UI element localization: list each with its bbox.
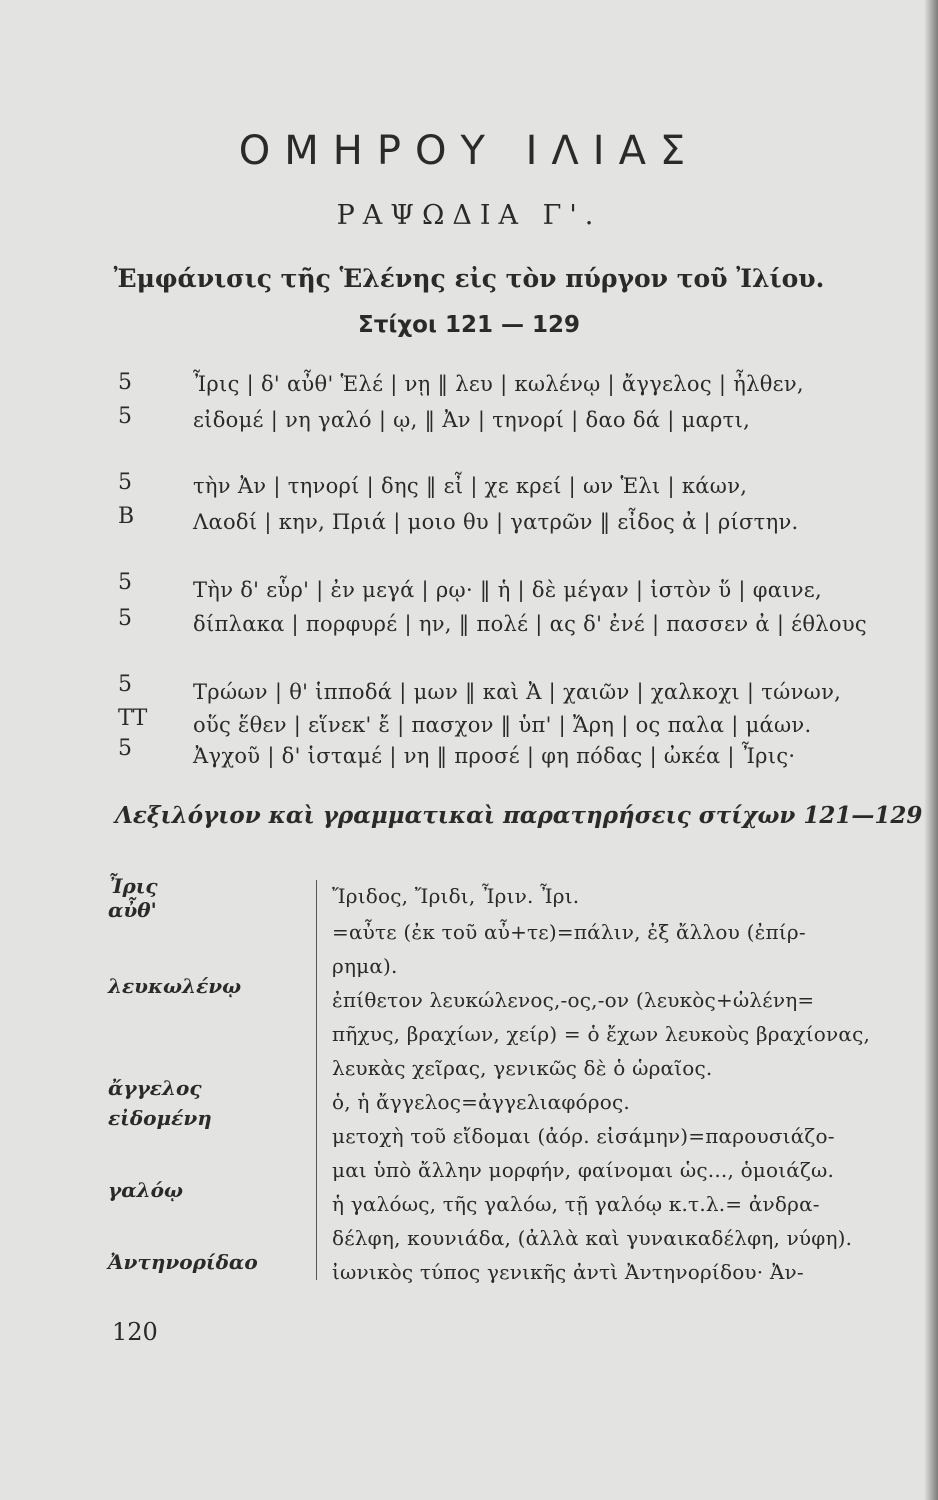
lexicon-definition: ρημα). xyxy=(332,954,398,978)
lexicon-term: λευκωλένῳ xyxy=(108,974,242,998)
page-number: 120 xyxy=(112,1318,158,1346)
lexicon-term: Ἶρις xyxy=(108,874,158,898)
lexicon-term: εἰδομένη xyxy=(108,1106,212,1130)
verse-line: δίπλακα | πορφυρέ | ην, ‖ πολέ | ας δ' ἐνέ | πασσεν ἀ | έθλους xyxy=(193,612,867,636)
verse-marker: 5 xyxy=(118,672,132,697)
verse-marker: 5 xyxy=(118,570,132,595)
lexicon-term: γαλόῳ xyxy=(108,1178,183,1202)
lexicon-term: ἄγγελος xyxy=(108,1076,202,1100)
verse-line: Ἀγχοῦ | δ' ἱσταμέ | νη ‖ προσέ | φη πόδας | ὠκέα | Ἶρις· xyxy=(193,744,796,768)
lexicon-heading: Λεξιλόγιον καὶ γραμματικαὶ παρατηρήσεις στίχων 121—129 xyxy=(115,802,923,829)
verse-marker: 5 xyxy=(118,736,132,761)
verse-marker: 5 xyxy=(118,606,132,631)
lexicon-term: Ἀντηνορίδαο xyxy=(108,1250,258,1274)
rhapsody-label: ΡΑΨΩΔΙΑ Γ'. xyxy=(336,200,602,231)
lexicon-definition: ἰωνικὸς τύπος γενικῆς ἀντὶ Ἀντηνορίδου· Ἀν- xyxy=(332,1260,804,1284)
verse-line: Ἶρις | δ' αὖθ' Ἑλέ | νῃ ‖ λευ | κωλένῳ | ἄγγελος | ἦλθεν, xyxy=(193,372,804,396)
lexicon-definition: λευκὰς χεῖρας, γενικῶς δὲ ὁ ὡραῖος. xyxy=(332,1056,713,1080)
verse-marker: Β xyxy=(118,504,135,529)
verse-line: Τρώων | θ' ἱπποδά | μων ‖ καὶ Ἀ | χαιῶν | χαλκοχι | τώνων, xyxy=(193,680,842,704)
lexicon-definition: ἡ γαλόως, τῆς γαλόω, τῇ γαλόῳ κ.τ.λ.= ἀνδρα- xyxy=(332,1192,820,1216)
verses-range: Στίχοι 121 — 129 xyxy=(358,312,580,338)
lexicon-term: αὖθ' xyxy=(108,898,157,922)
lexicon-definition: μαι ὑπὸ ἄλλην μορφήν, φαίνομαι ὡς..., ὁμοιάζω. xyxy=(332,1158,835,1182)
lexicon-definition: =αὖτε (ἐκ τοῦ αὖ+τε)=πάλιν, ἐξ ἄλλου (ἐπίρ- xyxy=(332,920,806,944)
verse-marker: 5 xyxy=(118,470,132,495)
lexicon-definition: πῆχυς, βραχίων, χείρ) = ὁ ἔχων λευκοὺς βραχίονας, xyxy=(332,1022,871,1046)
verse-line: οὕς ἕθεν | εἵνεκ' ἔ | πασχον ‖ ὑπ' | Ἄρη | ος παλα | μάων. xyxy=(193,713,812,737)
verse-line: εἰδομέ | νη γαλό | ῳ, ‖ Ἀν | τηνορί | δαο δά | μαρτι, xyxy=(193,408,751,432)
lexicon-definition: ἐπίθετον λευκώλενος,-ος,-ον (λευκὸς+ὠλένη= xyxy=(332,988,815,1012)
verse-marker: 5 xyxy=(118,404,132,429)
book-title: ΟΜΗΡΟΥ ΙΛΙΑΣ xyxy=(238,128,700,174)
lexicon-definition: ὁ, ἡ ἄγγελος=ἀγγελιαφόρος. xyxy=(332,1090,630,1114)
column-divider xyxy=(316,880,317,1280)
lexicon-definition: μετοχὴ τοῦ εἴδομαι (ἀόρ. εἰσάμην)=παρουσιάζο- xyxy=(332,1124,835,1148)
lexicon-definition: Ἴριδος, Ἴριδι, Ἶριν. Ἶρι. xyxy=(332,884,580,908)
verse-line: Λαοδί | κην, Πριά | μοιο θυ | γατρῶν ‖ εἶδος ἀ | ρίστην. xyxy=(193,510,799,534)
lexicon-definition: δέλφη, κουνιάδα, (ἀλλὰ καὶ γυναικαδέλφη, νύφη). xyxy=(332,1226,853,1250)
section-subtitle: Ἐμφάνισις τῆς Ἑλένης εἰς τὸν πύργον τοῦ Ἰλίου. xyxy=(113,264,825,293)
verse-marker: ΤΤ xyxy=(118,706,148,731)
verse-marker: 5 xyxy=(118,370,132,395)
verse-line: τὴν Ἀν | τηνορί | δης ‖ εἶ | χε κρεί | ων Ἑλι | κάων, xyxy=(193,474,748,498)
verse-line: Τὴν δ' εὗρ' | ἐν μεγά | ρῳ· ‖ ἡ | δὲ μέγαν | ἱστὸν ὕ | φαινε, xyxy=(193,578,822,602)
